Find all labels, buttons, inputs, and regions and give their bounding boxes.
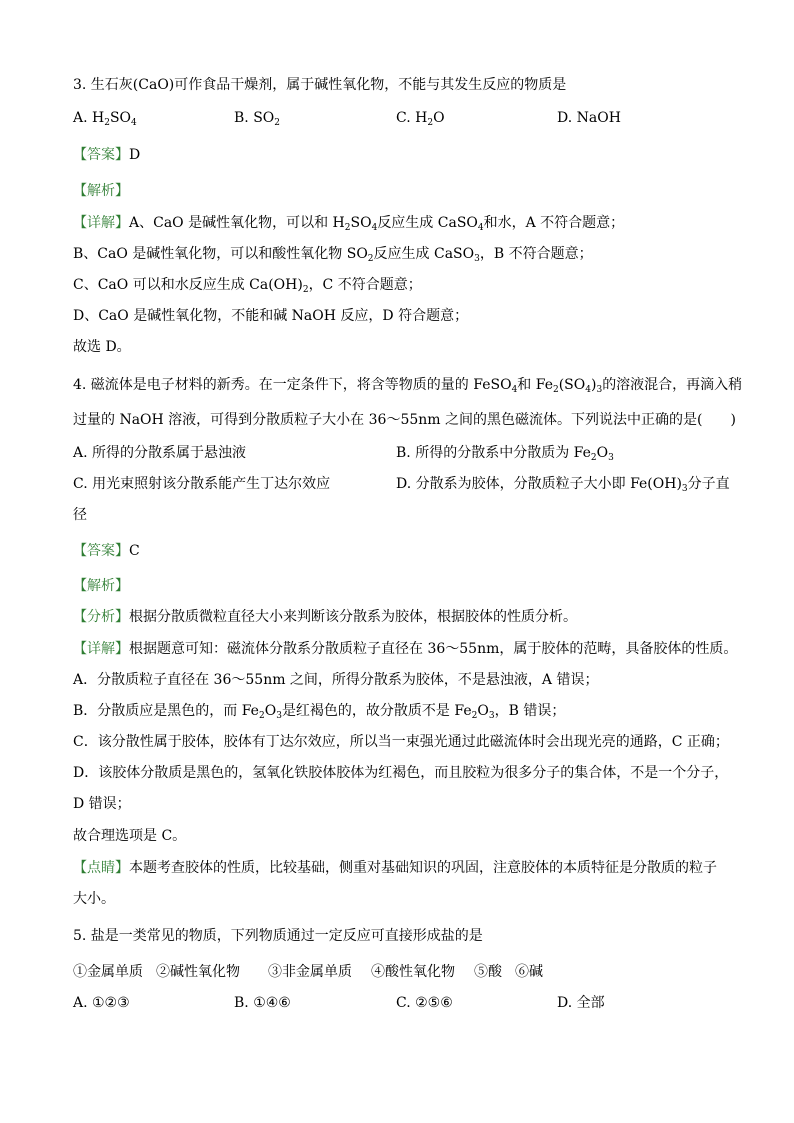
q4-dianjing-2: 大小。	[73, 891, 115, 907]
q3-detail-line-2: B、CaO 是碱性氧化物，可以和酸性氧化物 $SO_2$反应生成 CaSO$_3$，B 不符合题意；	[73, 246, 593, 264]
q4-line-d-2: D 错误；	[73, 796, 131, 812]
q5-item-4: ④酸性氧化物	[371, 964, 455, 980]
q5-item-5: ⑤酸	[474, 964, 502, 980]
q5-option-b[interactable]: B. ①④⑥	[234, 995, 291, 1011]
q3-detail-line-1: 【详解】A、CaO 是碱性氧化物，可以和 $H_2SO_4$反应生成 CaSO$_4$和水，A 不符合题意；	[73, 215, 625, 233]
q3-conclusion: 故选 D。	[73, 339, 131, 355]
q3-option-c[interactable]: C. $H_2O$	[396, 110, 445, 128]
q4-option-c[interactable]: C. 用光束照射该分散系能产生丁达尔效应	[73, 476, 331, 492]
q3-detail-line-3: C、CaO 可以和水反应生成 $Ca(OH)_2$，C 不符合题意；	[73, 277, 422, 295]
q3-option-a[interactable]: A. $H_2SO_4$	[73, 110, 137, 128]
question-4-stem-line-2: 过量的 NaOH 溶液，可得到分散质粒子大小在 36～55nm 之间的黑色磁流体。下列说法中正确的是( )	[73, 412, 736, 428]
question-4-stem-line-1: 4. 磁流体是电子材料的新秀。在一定条件下，将含等物质的量的 FeSO$_4$和 $Fe_2(SO_4)_3$的溶液混合，再滴入稍	[73, 377, 743, 395]
q4-line-d-1: D．该胶体分散质是黑色的，氢氧化铁胶体胶体为红褐色，而且胶粒为很多分子的集合体，不是一个分子，	[73, 765, 729, 781]
answer-tag: 【答案】	[73, 147, 129, 163]
q5-item-6: ⑥碱	[515, 964, 543, 980]
q4-dianjing-1: 【点睛】本题考查胶体的性质，比较基础，侧重对基础知识的巩固，注意胶体的本质特征是分散质的粒子	[73, 860, 717, 876]
q4-option-d[interactable]: D. 分散系为胶体，分散质粒子大小即 $Fe(OH)_3$分子直	[396, 476, 730, 494]
question-5-stem: 5. 盐是一类常见的物质，下列物质通过一定反应可直接形成盐的是	[73, 928, 483, 944]
q5-item-1: ①金属单质	[73, 964, 143, 980]
q3-option-b[interactable]: B. $SO_2$	[234, 110, 281, 128]
q4-analysis-tag: 【解析】	[73, 578, 129, 594]
q3-analysis-tag: 【解析】	[73, 183, 129, 199]
q5-item-2: ②碱性氧化物	[156, 964, 240, 980]
q5-option-d[interactable]: D. 全部	[557, 995, 605, 1011]
q4-fenxi: 【分析】根据分散质微粒直径大小来判断该分散系为胶体，根据胶体的性质分析。	[73, 609, 577, 625]
q4-conclusion: 故合理选项是 C。	[73, 828, 187, 844]
q5-option-c[interactable]: C. ②⑤⑥	[396, 995, 453, 1011]
q4-line-b: B．分散质应是黑色的，而 $Fe_2O_3$是红褐色的，故分散质不是 $Fe_2O_3$，B 错误；	[73, 703, 566, 721]
question-3-stem: 3. 生石灰(CaO)可作食品干燥剂，属于碱性氧化物，不能与其发生反应的物质是	[73, 77, 567, 93]
q3-detail-line-4: D、CaO 是碱性氧化物，不能和碱 NaOH 反应，D 符合题意；	[73, 308, 469, 324]
q4-option-a[interactable]: A. 所得的分散系属于悬浊液	[73, 445, 247, 461]
q4-line-a: A．分散质粒子直径在 36～55nm 之间，所得分散系为胶体，不是悬浊液，A 错误；	[73, 672, 599, 688]
q3-option-d[interactable]: D. NaOH	[557, 110, 621, 126]
q3-answer: 【答案】D	[73, 147, 141, 163]
q4-detail: 【详解】根据题意可知：磁流体分散系分散质粒子直径在 36～55nm，属于胶体的范畴，具备胶体的性质。	[73, 641, 738, 657]
q4-line-c: C．该分散性属于胶体，胶体有丁达尔效应，所以当一束强光通过此磁流体时会出现光亮的通路，C 正确；	[73, 734, 729, 750]
q5-item-3: ③非金属单质	[268, 964, 352, 980]
q4-option-d-continuation: 径	[73, 507, 87, 523]
q4-answer: 【答案】C	[73, 543, 140, 559]
q4-option-b[interactable]: B. 所得的分散系中分散质为 $Fe_2O_3$	[396, 445, 614, 463]
q5-option-a[interactable]: A. ①②③	[73, 995, 130, 1011]
